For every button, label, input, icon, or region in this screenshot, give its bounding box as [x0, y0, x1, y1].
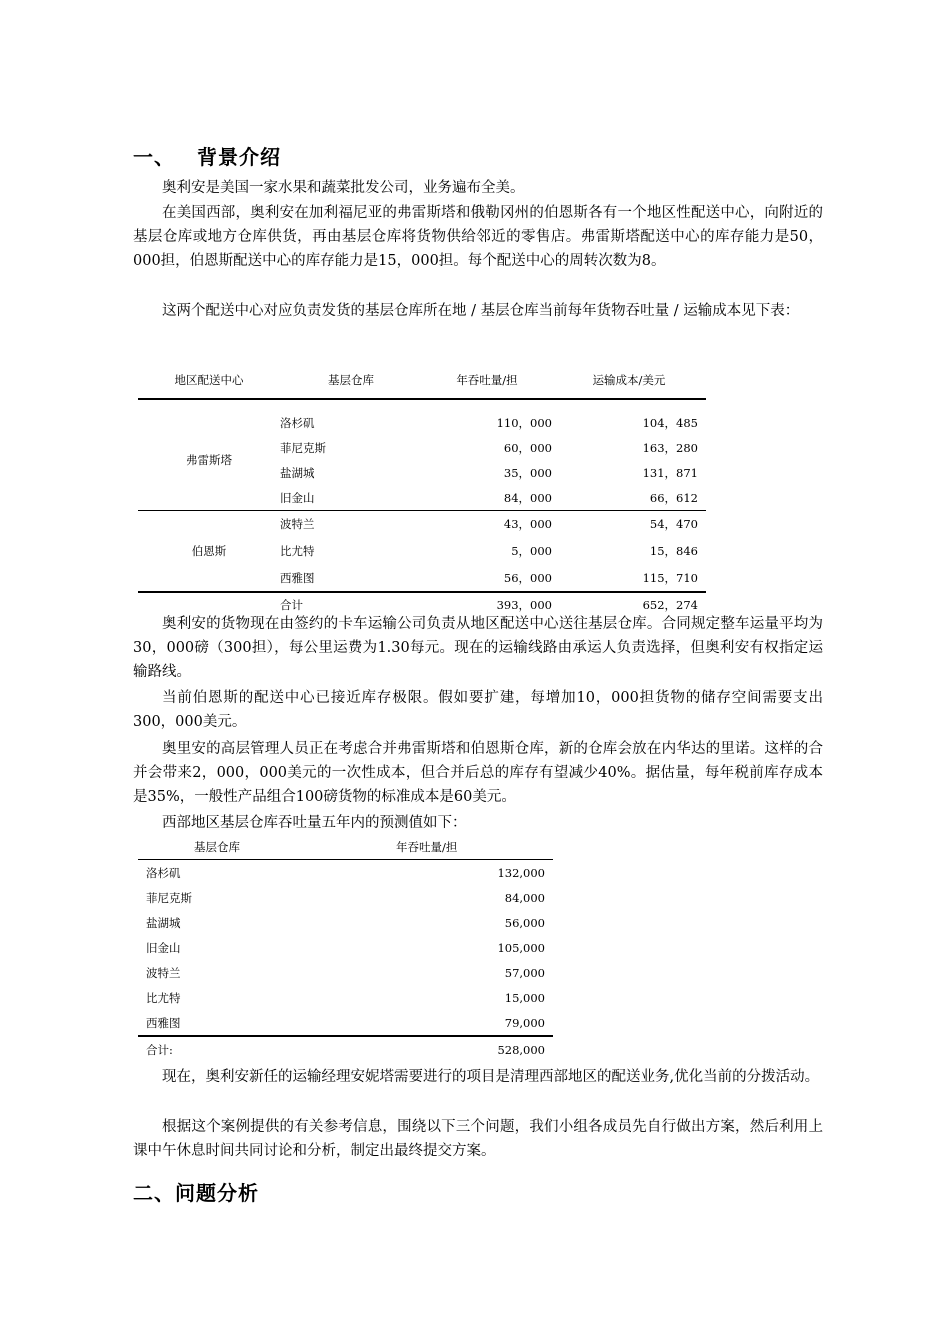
table-row — [138, 410, 706, 435]
warehouse-name: 菲尼克斯 — [280, 440, 326, 455]
throughput-value: 5，000 — [511, 544, 552, 558]
table-row — [138, 511, 706, 538]
table-row — [138, 1010, 553, 1036]
table2-header-throughput: 年吞吐量/担 — [396, 839, 458, 854]
throughput-value: 57,000 — [504, 965, 545, 980]
throughput-value: 56，000 — [503, 570, 552, 585]
throughput-value: 43，000 — [503, 517, 552, 532]
cost-value: 131，871 — [642, 465, 698, 480]
warehouse-name: 旧金山 — [280, 490, 315, 505]
throughput-value: 79,000 — [504, 1015, 545, 1030]
paragraph-transport: 奥利安的货物现在由签约的卡车运输公司负责从地区配送中心送往基层仓库。合同规定整车运量平均为30，000磅（300担），每公里运费为1.30每元。现在的运输线路由承运人负责选择，但奥利安有权指定运输路线。 — [133, 616, 823, 680]
section-title: 背景介绍 — [197, 145, 281, 169]
table-row — [138, 860, 553, 886]
table-row — [138, 960, 553, 985]
throughput-value: 15,000 — [504, 990, 545, 1005]
warehouse-name: 洛杉矶 — [146, 865, 181, 880]
warehouse-name: 西雅图 — [146, 1015, 181, 1030]
warehouse-name: 盐湖城 — [280, 465, 315, 480]
throughput-value: 132,000 — [497, 865, 545, 880]
throughput-value: 110，000 — [496, 415, 552, 430]
table1-header-warehouse: 基层仓库 — [328, 373, 374, 387]
section-heading-analysis: 二、问题分析 — [133, 1181, 259, 1205]
table-row — [138, 935, 553, 960]
warehouse-name: 波特兰 — [280, 517, 315, 532]
cost-value: 54，470 — [649, 517, 698, 532]
warehouse-name: 波特兰 — [146, 965, 181, 980]
paragraph-project: 现在，奥利安新任的运输经理安妮塔需要进行的项目是清理西部地区的配送业务,优化当前的分拨活动。 — [162, 1069, 820, 1085]
total-throughput: 393，000 — [496, 598, 552, 612]
center-fresta: 弗雷斯塔 — [186, 453, 232, 467]
total-throughput: 528,000 — [497, 1042, 545, 1057]
table1-header-cost: 运输成本/美元 — [592, 373, 666, 387]
table-row — [138, 985, 553, 1010]
table1-header-center: 地区配送中心 — [174, 373, 244, 387]
warehouse-name: 旧金山 — [146, 940, 181, 955]
warehouse-name: 盐湖城 — [146, 915, 181, 930]
warehouse-name: 菲尼克斯 — [146, 890, 192, 905]
forecast-table — [138, 834, 553, 1062]
table1-header-throughput: 年吞吐量/担 — [456, 373, 518, 387]
section-heading-background — [133, 141, 281, 170]
total-label: 合计: — [146, 1042, 173, 1057]
throughput-value: 35，000 — [503, 465, 552, 480]
total-label: 合计 — [280, 598, 303, 612]
table-row — [138, 910, 553, 935]
cost-value: 15，846 — [649, 544, 698, 558]
throughput-value: 84,000 — [504, 890, 545, 905]
throughput-value: 84，000 — [503, 490, 552, 505]
paragraph-table1-intro: 这两个配送中心对应负责发货的基层仓库所在地 / 基层仓库当前每年货物吞吐量 / 运输成本见下表： — [162, 303, 800, 319]
cost-value: 163，280 — [642, 440, 698, 455]
total-cost: 652，274 — [642, 598, 698, 612]
table-total-row — [138, 1036, 553, 1062]
paragraph-intro: 奥利安是美国一家水果和蔬菜批发公司，业务遍布全美。 — [162, 180, 525, 196]
section-number: 一、 — [133, 145, 175, 169]
cost-value: 104，485 — [642, 415, 698, 430]
paragraph-forecast-intro: 西部地区基层仓库吞吐量五年内的预测值如下： — [162, 815, 467, 831]
throughput-cost-table — [138, 362, 706, 618]
warehouse-name: 比尤特 — [146, 990, 181, 1005]
paragraph-distribution-centers: 在美国西部，奥利安在加利福尼亚的弗雷斯塔和俄勒冈州的伯恩斯各有一个地区性配送中心，向附近的基层仓库或地方仓库供货，再由基层仓库将货物供给邻近的零售店。弗雷斯塔配送中心的库存能力是50，000担，伯恩斯配送中心的库存能力是15，000担。每个配送中心的周转次数为8。 — [133, 205, 823, 269]
throughput-value: 105,000 — [497, 940, 545, 955]
throughput-value: 60，000 — [503, 440, 552, 455]
warehouse-name: 洛杉矶 — [280, 415, 315, 430]
center-burns: 伯恩斯 — [191, 543, 227, 558]
warehouse-name: 西雅图 — [280, 570, 315, 585]
table2-header-warehouse: 基层仓库 — [194, 839, 240, 854]
warehouse-name: 比尤特 — [280, 544, 315, 558]
paragraph-expansion: 当前伯恩斯的配送中心已接近库存极限。假如要扩建，每增加10，000担货物的储存空间需要支出300，000美元。 — [133, 690, 823, 730]
cost-value: 66，612 — [649, 490, 698, 505]
throughput-value: 56,000 — [504, 915, 545, 930]
cost-value: 115，710 — [642, 570, 698, 585]
paragraph-method: 根据这个案例提供的有关参考信息，围绕以下三个问题，我们小组各成员先自行做出方案，然后利用上课中午休息时间共同讨论和分析，制定出最终提交方案。 — [133, 1119, 823, 1159]
paragraph-consolidation: 奥里安的高层管理人员正在考虑合并弗雷斯塔和伯恩斯仓库，新的仓库会放在内华达的里诺。这样的合并会带来2，000，000美元的一次性成本，但合并后总的库存有望减少40%。据估量，每年税前库存成本是35%，一般性产品组合100磅货物的标准成本是60美元。 — [133, 741, 823, 805]
table-row — [138, 885, 553, 910]
